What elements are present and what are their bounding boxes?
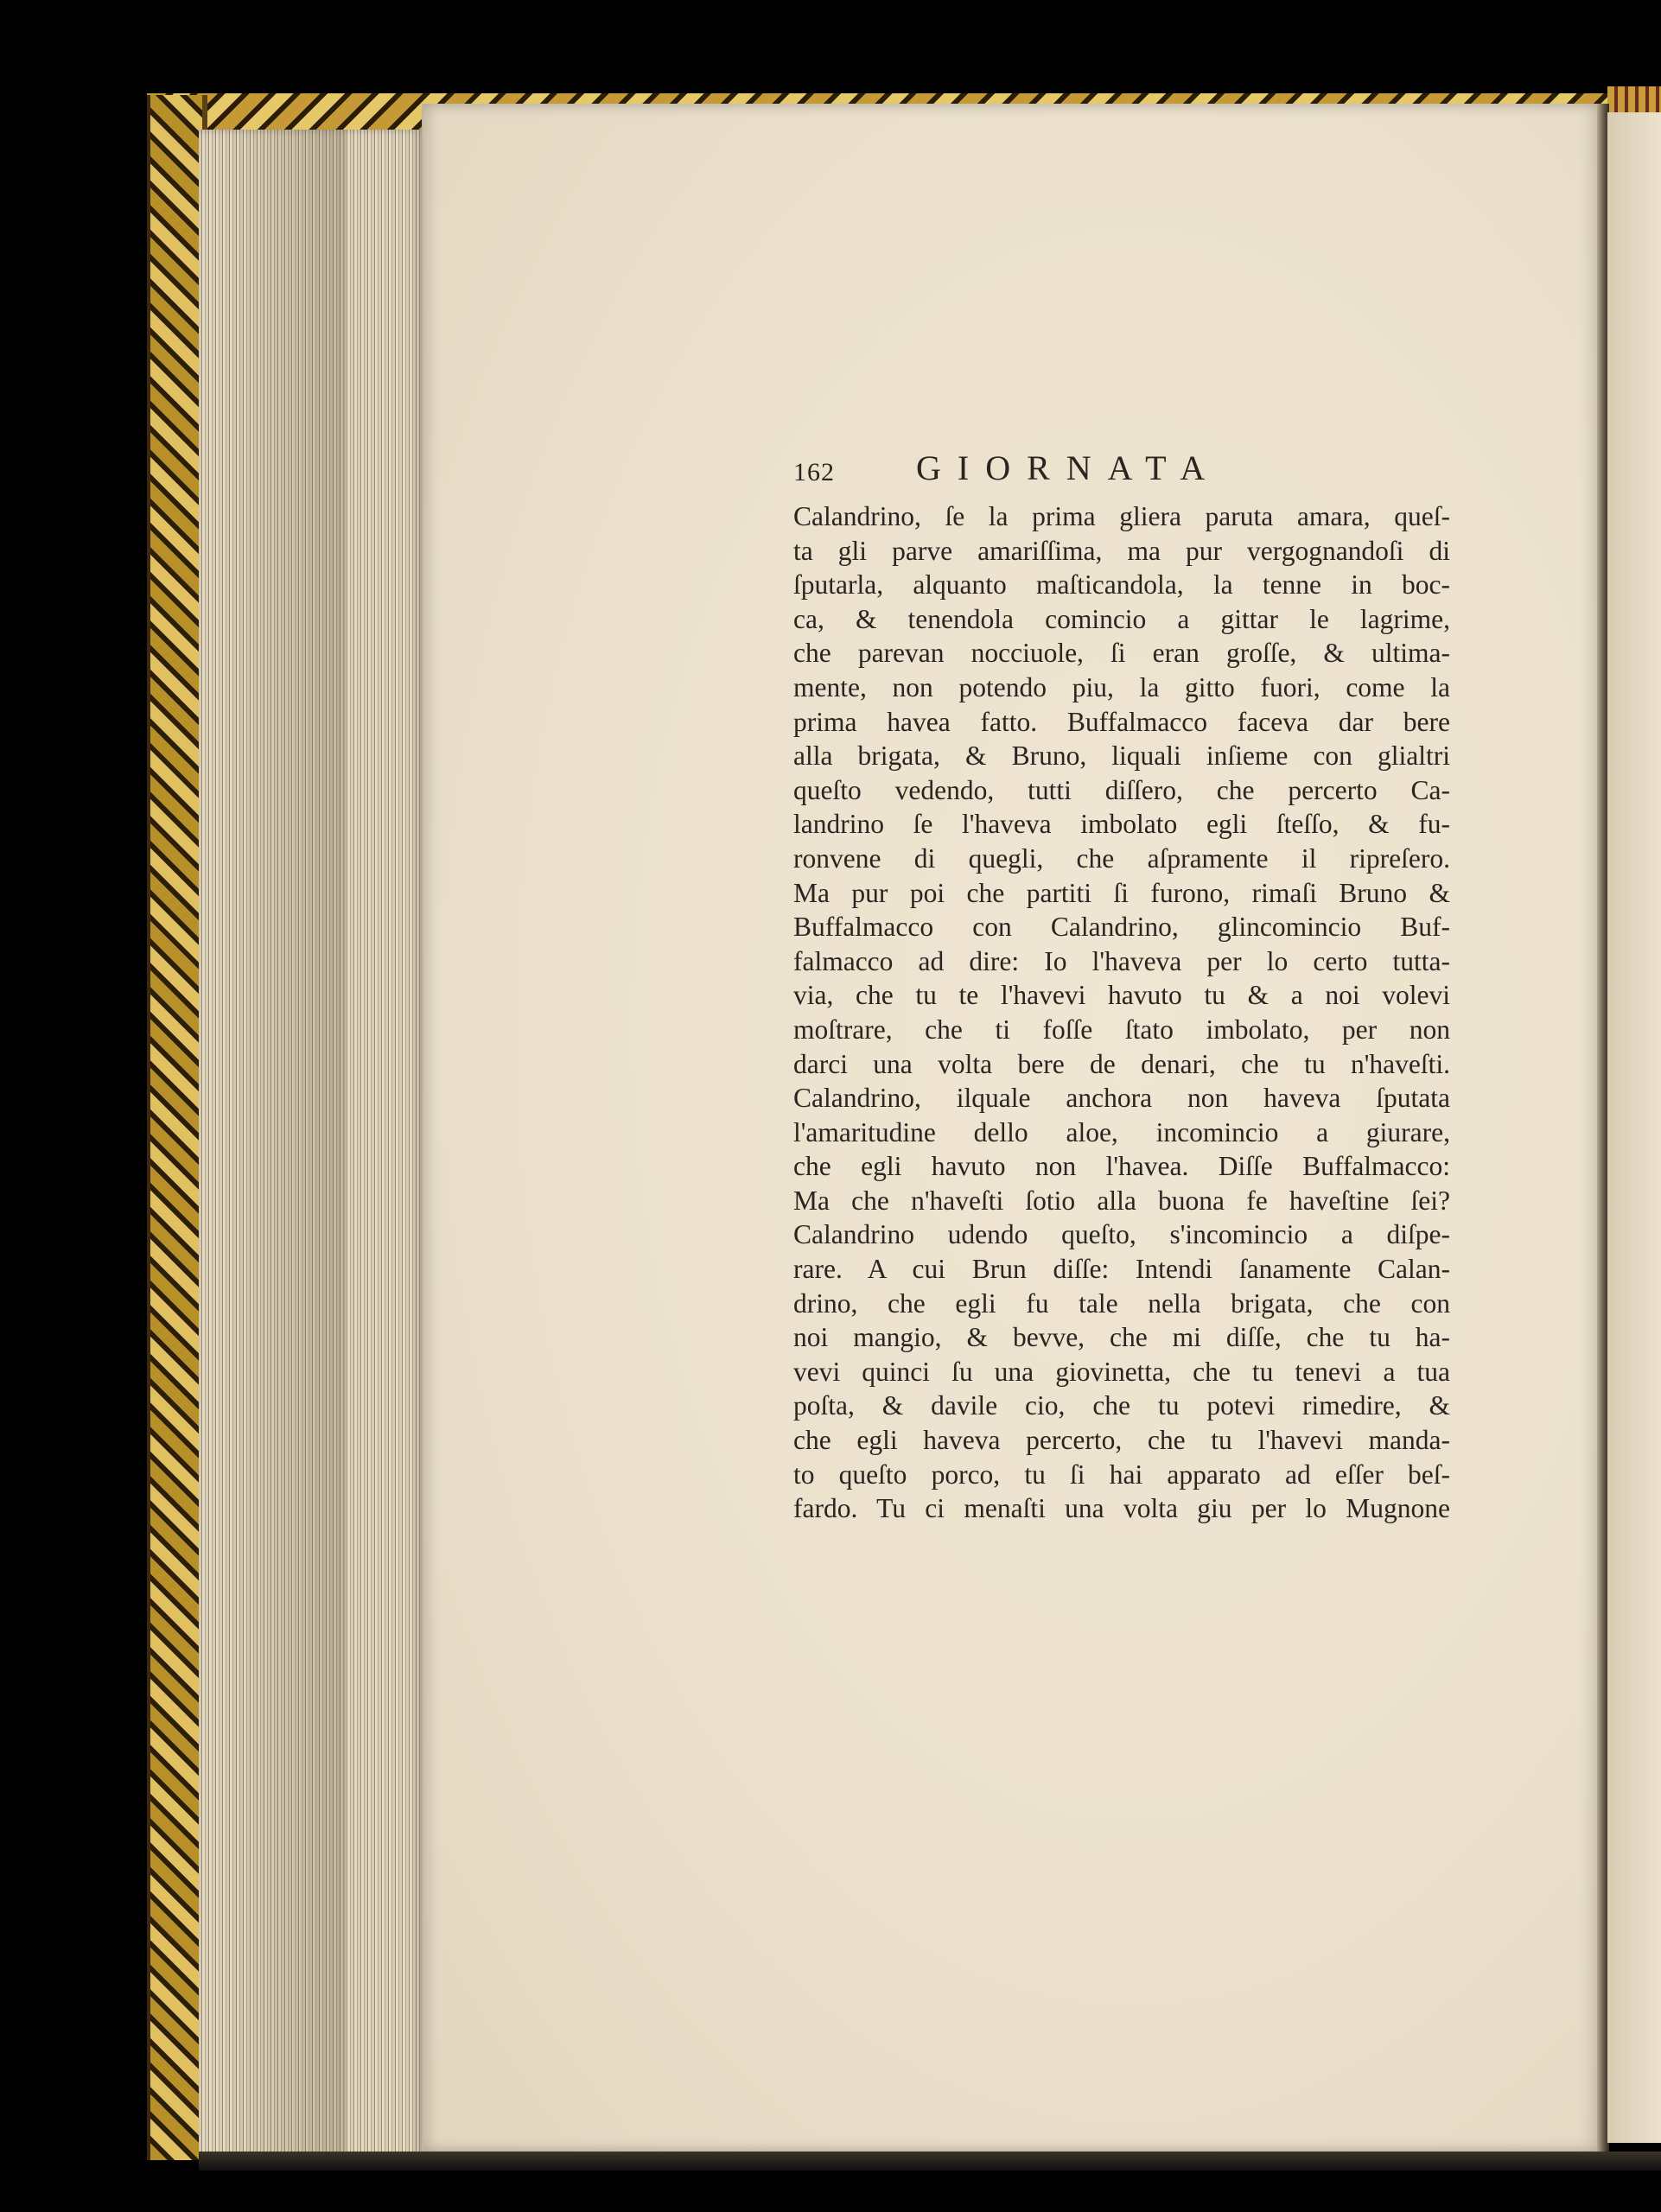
page-fore-edge-shadow <box>216 130 346 2160</box>
text-line: Ma pur poi che partiti ſi furono, rimaſi Bruno & <box>793 877 1450 908</box>
text-line: ronvene di quegli, che aſpramente il ripreſero. <box>793 842 1450 874</box>
page-number: 162 <box>793 458 835 486</box>
text-line: Ma che n'haveſti ſotio alla buona fe haveſtine ſei? <box>793 1185 1450 1216</box>
text-line: prima havea fatto. Buffalmacco faceva dar bere <box>793 706 1450 737</box>
body-text <box>793 499 1450 1526</box>
running-head <box>793 448 1450 499</box>
text-line: ca, & tenendola comincio a gittar le lagrime, <box>793 603 1450 634</box>
text-line: falmacco ad dire: Io l'haveva per lo certo tutta- <box>793 945 1450 976</box>
text-line: ſputarla, alquanto maſticandola, la tenne in boc- <box>793 569 1450 601</box>
text-line: che egli havuto non l'havea. Diſſe Buffalmacco: <box>793 1151 1450 1182</box>
text-line: vevi quinci ſu una giovinetta, che tu tenevi a tua <box>793 1356 1450 1387</box>
text-line: Calandrino, ſe la prima gliera paruta amara, queſ- <box>793 501 1450 531</box>
running-title: GIORNATA <box>916 448 1222 487</box>
text-line: Calandrino udendo queſto, s'incomincio a diſpe- <box>793 1219 1450 1250</box>
text-line: poſta, & davile cio, che tu potevi rimedire, & <box>793 1390 1450 1421</box>
text-line: fardo. Tu ci menaſti una volta giu per lo Mugnone <box>793 1493 1450 1524</box>
text-line: Calandrino, ilquale anchora non haveva ſputata <box>793 1083 1450 1114</box>
text-line: Buffalmacco con Calandrino, glincomincio Buf- <box>793 912 1450 943</box>
text-line: moſtrare, che ti foſſe ſtato imbolato, per non <box>793 1014 1450 1045</box>
text-line: mente, non potendo piu, la gitto fuori, come la <box>793 671 1450 702</box>
text-line: che egli haveva percerto, che tu l'havevi manda- <box>793 1425 1450 1456</box>
text-line: landrino ſe l'haveva imbolato egli ſteſſo, & fu- <box>793 809 1450 840</box>
text-line: darci una volta bere de denari, che tu n'haveſti. <box>793 1048 1450 1079</box>
text-line: drino, che egli fu tale nella brigata, che con <box>793 1287 1450 1319</box>
text-line: to queſto porco, tu ſi hai apparato ad eſſer beſ- <box>793 1459 1450 1490</box>
text-block <box>793 448 1450 1526</box>
text-line: ta gli parve amariſſima, ma pur vergognandoſi di <box>793 535 1450 566</box>
text-line: noi mangio, & bevve, che mi diſſe, che tu ha- <box>793 1322 1450 1353</box>
text-line: queſto vedendo, tutti diſſero, che percerto Ca- <box>793 774 1450 805</box>
text-line: che parevan nocciuole, ſi eran groſſe, & ultima- <box>793 638 1450 669</box>
text-line: via, che tu te l'havevi havuto tu & a noi volevi <box>793 980 1450 1011</box>
facing-page-top-edge <box>1607 86 1661 112</box>
text-line: alla brigata, & Bruno, liquali inſieme con glialtri <box>793 741 1450 772</box>
text-line: l'amaritudine dello aloe, incomincio a giurare, <box>793 1116 1450 1147</box>
book-bottom-edge <box>199 2152 1661 2171</box>
facing-page-edge <box>1607 112 1661 2143</box>
text-line: rare. A cui Brun diſſe: Intendi ſanamente Calan- <box>793 1254 1450 1285</box>
